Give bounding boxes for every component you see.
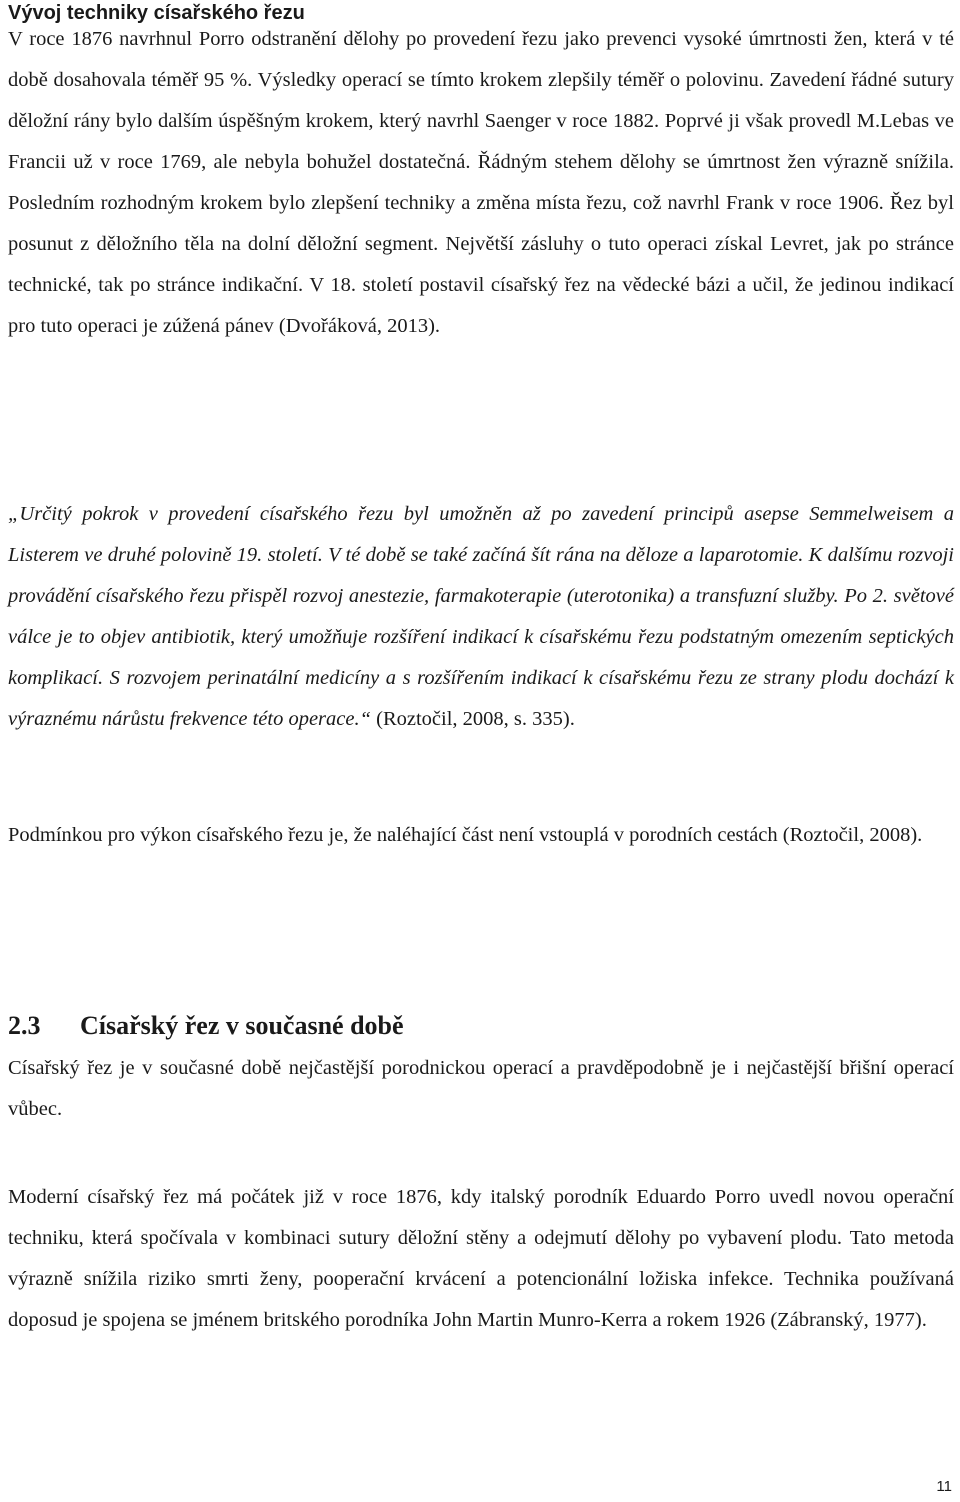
block-quote <box>8 494 954 740</box>
section-number: 2.3 <box>8 1011 41 1040</box>
page-number: 11 <box>936 1478 952 1495</box>
section-title: Císařský řez v současné době <box>80 1011 404 1040</box>
paragraph-condition: Podmínkou pro výkon císařského řezu je, že naléhající část není vstouplá v porodních cestách (Roztočil, 2008). <box>8 824 923 846</box>
paragraph-modern: Moderní císařský řez má počátek již v roce 1876, kdy italský porodník Eduardo Porro uvedl novou operační techniku, která spočívala v kombinaci sutury děložní stěny a odejmutí dělohy po vybavení plodu. Tato metoda výrazně snížila riziko smrti ženy, pooperační krvácení a potencionální ložiska infekce. Technika používaná doposud je spojena se jménem britského porodníka John Martin Munro-Kerra a rokem 1926 (Zábranský, 1977). <box>8 1186 954 1331</box>
subsection-heading: Vývoj techniky císařského řezu <box>8 2 305 24</box>
paragraph-current: Císařský řez je v současné době nejčastější porodnickou operací a pravděpodobně je i nejčastější břišní operací vůbec. <box>8 1057 954 1120</box>
paragraph-history: V roce 1876 navrhnul Porro odstranění dělohy po provedení řezu jako prevenci vysoké úmrtnosti žen, která v té době dosahovala téměř 95 %. Výsledky operací se tímto krokem zlepšily téměř o polovinu. Zavedení řádné sutury děložní rány bylo dalším úspěšným krokem, který navrhl Saenger v roce 1882. Poprvé ji však provedl M.Lebas ve Francii už v roce 1769, ale nebyla bohužel dostatečná. Řádným stehem dělohy se úmrtnost žen výrazně snížila. Posledním rozhodným krokem bylo zlepšení techniky a změna místa řezu, což navrhl Frank v roce 1906. Řez byl posunut z děložního těla na dolní děložní segment. Největší zásluhy o tuto operaci získal Levret, jak po stránce technické, tak po stránce indikační. V 18. století postavil císařský řez na vědecké bázi a učil, že jedinou indikací pro tuto operaci je zúžená pánev (Dvořáková, 2013). <box>8 28 954 337</box>
quote-citation: (Roztočil, 2008, s. 335). <box>371 708 575 730</box>
quote-text: „Určitý pokrok v provedení císařského řezu byl umožněn až po zavedení principů asepse Semmelweisem a Listerem ve druhé polovině 19. století. V té době se také začíná šít rána na děloze a laparotomie. K dalšímu rozvoji provádění císařského řezu přispěl rozvoj anestezie, farmakoterapie (uterotonika) a transfuzní služby. Po 2. světové válce je to objev antibiotik, který umožňuje rozšíření indikací k císařskému řezu podstatným omezením septických komplikací. S rozvojem perinatální medicíny a s rozšířením indikací k císařskému řezu ze strany plodu dochází k výraznému nárůstu frekvence této operace.“ <box>8 503 954 730</box>
section-heading <box>8 1006 404 1046</box>
